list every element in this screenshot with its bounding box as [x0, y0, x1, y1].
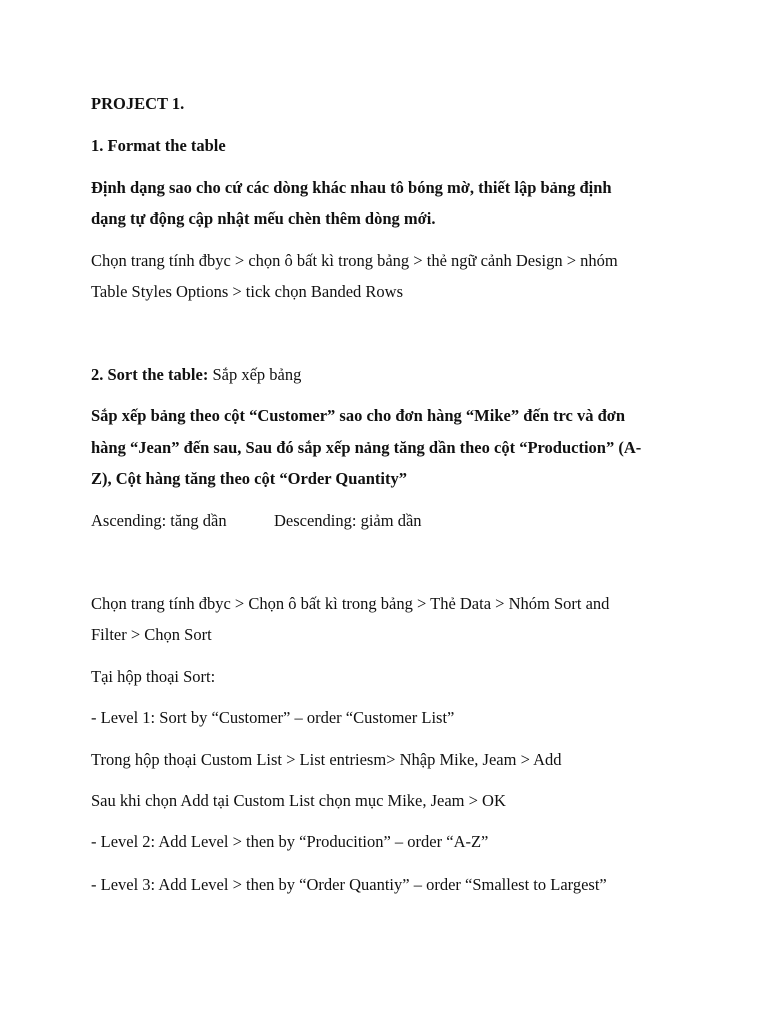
section2-task-line3: Z), Cột hàng tăng theo cột “Order Quantity”: [91, 469, 407, 488]
section2-steps-line2: Filter > Chọn Sort: [91, 625, 212, 644]
ascending-label: Ascending: tăng dần: [91, 511, 227, 530]
section1-heading: 1. Format the table: [91, 136, 226, 155]
section2-task-line1: Sắp xếp bảng theo cột “Customer” sao cho đơn hàng “Mike” đến trc và đơn: [91, 406, 626, 425]
section1-steps-line2: Table Styles Options > tick chọn Banded Rows: [91, 282, 403, 301]
custom-list-step: Trong hộp thoại Custom List > List entriesm> Nhập Mike, Jeam > Add: [91, 750, 562, 769]
section1-steps-line1: Chọn trang tính đbyc > chọn ô bất kì trong bảng > thẻ ngữ cảnh Design > nhóm: [91, 251, 618, 270]
sort-level3: - Level 3: Add Level > then by “Order Quantiy” – order “Smallest to Largest”: [91, 875, 607, 894]
section1-task-line2: dạng tự động cập nhật mếu chèn thêm dòng mới.: [91, 209, 436, 228]
section2-heading-normal: Sắp xếp bảng: [208, 365, 302, 384]
sort-dialog-intro: Tại hộp thoại Sort:: [91, 667, 216, 686]
descending-label: Descending: giảm dần: [274, 511, 422, 530]
after-add-step: Sau khi chọn Add tại Custom List chọn mục Mike, Jeam > OK: [91, 791, 506, 810]
sort-level1: - Level 1: Sort by “Customer” – order “Customer List”: [91, 708, 455, 727]
section2-heading-bold: 2. Sort the table:: [91, 365, 209, 384]
project-title: PROJECT 1.: [91, 94, 185, 113]
section2-heading: [91, 365, 301, 385]
section2-steps-line1: Chọn trang tính đbyc > Chọn ô bất kì trong bảng > Thẻ Data > Nhóm Sort and: [91, 594, 610, 613]
section1-task-line1: Định dạng sao cho cứ các dòng khác nhau tô bóng mờ, thiết lập bảng định: [91, 178, 612, 197]
sort-level2: - Level 2: Add Level > then by “Producition” – order “A-Z”: [91, 832, 489, 851]
section2-task-line2: hàng “Jean” đến sau, Sau đó sắp xếp nảng tăng dần theo cột “Production” (A-: [91, 438, 642, 457]
